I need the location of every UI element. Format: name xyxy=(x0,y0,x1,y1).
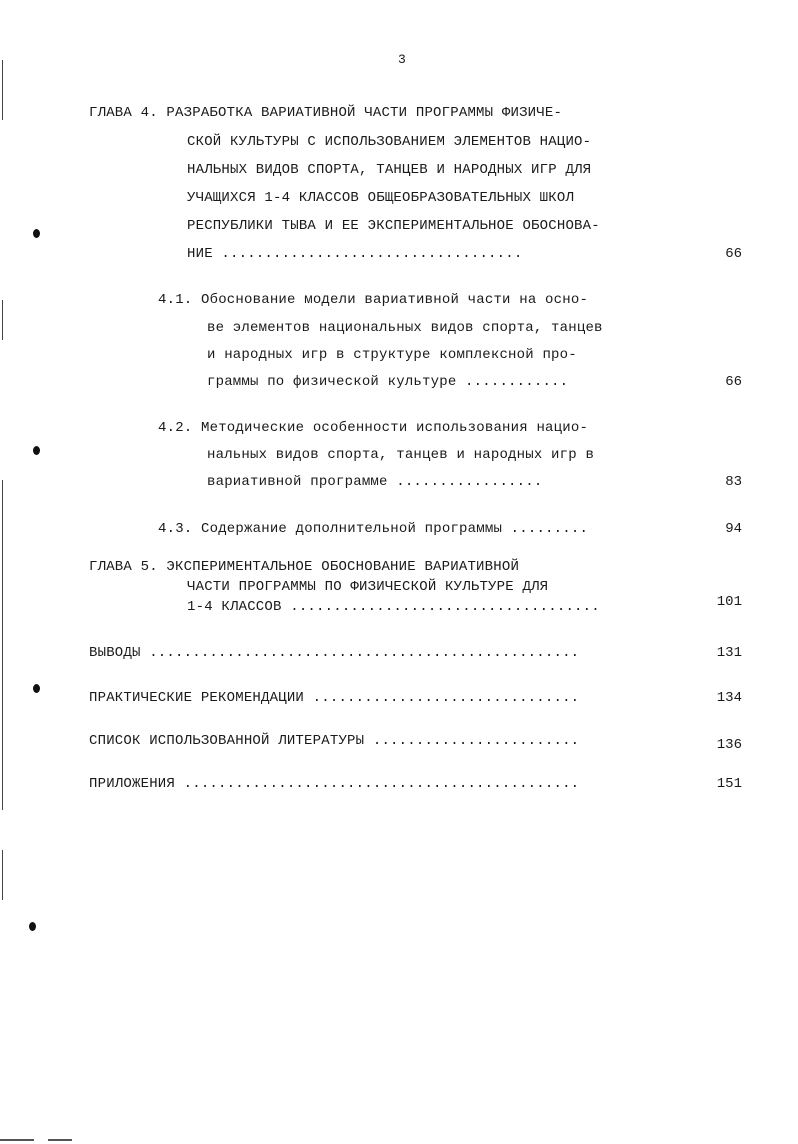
binding-hole-mark xyxy=(33,229,40,238)
scan-edge-line xyxy=(2,300,3,340)
chapter-4-title-line: СКОЙ КУЛЬТУРЫ С ИСПОЛЬЗОВАНИЕМ ЭЛЕМЕНТОВ НАЦИО- xyxy=(187,134,592,150)
recommendations-page: 134 xyxy=(716,690,742,706)
chapter-5-page: 101 xyxy=(716,594,742,610)
appendices-entry: ПРИЛОЖЕНИЯ .............................................. xyxy=(89,776,580,792)
chapter-4-title-line: РЕСПУБЛИКИ ТЫВА И ЕЕ ЭКСПЕРИМЕНТАЛЬНОЕ ОБОСНОВА- xyxy=(187,218,600,234)
scan-edge-mark xyxy=(0,1139,34,1141)
section-4-2-page: 83 xyxy=(725,474,742,490)
scan-edge-line xyxy=(2,850,3,900)
page-number: 3 xyxy=(398,52,406,67)
scan-edge-line xyxy=(2,60,3,120)
chapter-5-title-line: 1-4 КЛАССОВ .................................... xyxy=(187,599,600,615)
appendices-page: 151 xyxy=(716,776,742,792)
section-4-1-line: граммы по физической культуре ............ xyxy=(207,374,569,390)
scan-edge-mark xyxy=(48,1139,72,1141)
section-4-2-line: 4.2. Методические особенности использования нацио- xyxy=(158,420,589,436)
binding-hole-mark xyxy=(33,684,40,693)
chapter-5-title-line: ГЛАВА 5. ЭКСПЕРИМЕНТАЛЬНОЕ ОБОСНОВАНИЕ ВАРИАТИВНОЙ xyxy=(89,559,520,575)
conclusions-page: 131 xyxy=(716,645,742,661)
chapter-4-title-line: НАЛЬНЫХ ВИДОВ СПОРТА, ТАНЦЕВ И НАРОДНЫХ ИГР ДЛЯ xyxy=(187,162,592,178)
section-4-2-line: вариативной программе ................. xyxy=(207,474,543,490)
section-4-2-line: нальных видов спорта, танцев и народных игр в xyxy=(207,447,595,463)
chapter-4-title-line: НИЕ ................................... xyxy=(187,246,523,262)
binding-hole-mark xyxy=(29,922,36,931)
section-4-1-page: 66 xyxy=(725,374,742,390)
chapter-4-title-line: ГЛАВА 4. РАЗРАБОТКА ВАРИАТИВНОЙ ЧАСТИ ПРОГРАММЫ ФИЗИЧЕ- xyxy=(89,105,563,121)
references-page: 136 xyxy=(716,737,742,753)
section-4-3-page: 94 xyxy=(725,521,742,537)
references-entry: СПИСОК ИСПОЛЬЗОВАННОЙ ЛИТЕРАТУРЫ ........................ xyxy=(89,733,580,749)
section-4-1-line: и народных игр в структуре комплексной про- xyxy=(207,347,577,363)
section-4-3-line: 4.3. Содержание дополнительной программы ......... xyxy=(158,521,589,537)
binding-hole-mark xyxy=(33,446,40,455)
chapter-4-page: 66 xyxy=(725,246,742,262)
recommendations-entry: ПРАКТИЧЕСКИЕ РЕКОМЕНДАЦИИ ............................... xyxy=(89,690,580,706)
scan-edge-line xyxy=(2,480,3,810)
section-4-1-line: ве элементов национальных видов спорта, танцев xyxy=(207,320,603,336)
section-4-1-line: 4.1. Обоснование модели вариативной части на осно- xyxy=(158,292,589,308)
conclusions-entry: ВЫВОДЫ .................................................. xyxy=(89,645,580,661)
chapter-4-title-line: УЧАЩИХСЯ 1-4 КЛАССОВ ОБЩЕОБРАЗОВАТЕЛЬНЫХ ШКОЛ xyxy=(187,190,575,206)
chapter-5-title-line: ЧАСТИ ПРОГРАММЫ ПО ФИЗИЧЕСКОЙ КУЛЬТУРЕ ДЛЯ xyxy=(187,579,549,595)
